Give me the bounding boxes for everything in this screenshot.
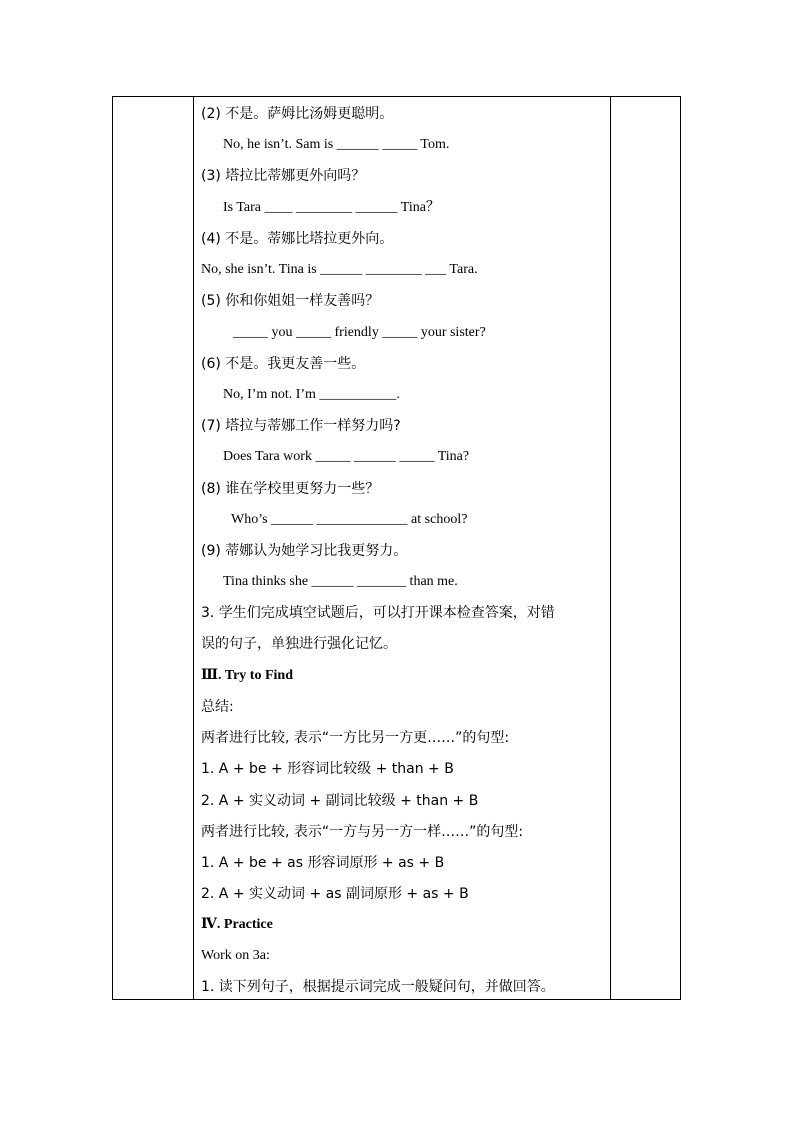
exercise-item-2-chinese: (2) 不是。萨姆比汤姆更聪明。 xyxy=(201,106,394,122)
work-on-3a-label: Work on 3a: xyxy=(201,948,270,963)
summary-label: 总结: xyxy=(201,699,234,715)
section-heading-practice: Ⅳ. Practice xyxy=(201,917,273,932)
step-3-instruction-line1: 3. 学生们完成填空试题后，可以打开课本检查答案，对错 xyxy=(201,605,555,621)
exercise-item-5-chinese: (5) 你和你姐姐一样友善吗？ xyxy=(201,293,380,309)
exercise-item-4-chinese: (4) 不是。蒂娜比塔拉更外向。 xyxy=(201,231,394,247)
exercise-item-2-english: No, he isn’t. Sam is ______ _____ Tom. xyxy=(223,137,450,152)
exercise-item-6-chinese: (6) 不是。我更友善一些。 xyxy=(201,356,366,372)
comparison-pattern-heading-1: 两者进行比较, 表示“一方比另一方更……”的句型: xyxy=(201,730,510,746)
step-3-instruction-line2: 误的句子，单独进行强化记忆。 xyxy=(201,636,397,652)
comparison-pattern-1-1: 1. A + be + 形容词比较级 + than + B xyxy=(201,761,454,777)
exercise-item-8-english: Who’s ______ _____________ at school? xyxy=(231,512,468,527)
exercise-item-3-chinese: (3) 塔拉比蒂娜更外向吗？ xyxy=(201,168,366,184)
comparison-pattern-1-2: 2. A + 实义动词 + 副词比较级 + than + B xyxy=(201,793,479,809)
exercise-item-6-english: No, I’m not. I’m ___________. xyxy=(223,387,400,402)
exercise-item-7-english: Does Tara work _____ ______ _____ Tina? xyxy=(223,449,470,464)
exercise-item-9-chinese: (9) 蒂娜认为她学习比我更努力。 xyxy=(201,543,408,559)
section-heading-try-to-find: Ⅲ. Try to Find xyxy=(201,668,293,683)
practice-instruction-1: 1. 读下列句子，根据提示词完成一般疑问句，并做回答。 xyxy=(201,979,555,995)
comparison-pattern-2-1: 1. A + be + as 形容词原形 + as + B xyxy=(201,855,445,871)
table-column-divider-right xyxy=(610,97,611,999)
comparison-pattern-heading-2: 两者进行比较, 表示“一方与另一方一样……”的句型: xyxy=(201,824,524,840)
exercise-item-8-chinese: (8) 谁在学校里更努力一些？ xyxy=(201,481,380,497)
exercise-item-7-chinese: (7) 塔拉与蒂娜工作一样努力吗? xyxy=(201,418,401,434)
table-column-divider-left xyxy=(193,97,194,999)
exercise-item-4-english: No, she isn’t. Tina is ______ ________ ___ Tara. xyxy=(201,262,478,277)
exercise-item-9-english: Tina thinks she ______ _______ than me. xyxy=(223,574,458,589)
lesson-table xyxy=(112,96,681,1000)
comparison-pattern-2-2: 2. A + 实义动词 + as 副词原形 + as + B xyxy=(201,886,469,902)
exercise-item-5-english: _____ you _____ friendly _____ your sister? xyxy=(233,325,486,340)
exercise-item-3-english: Is Tara ____ ________ ______ Tina？ xyxy=(223,200,440,215)
